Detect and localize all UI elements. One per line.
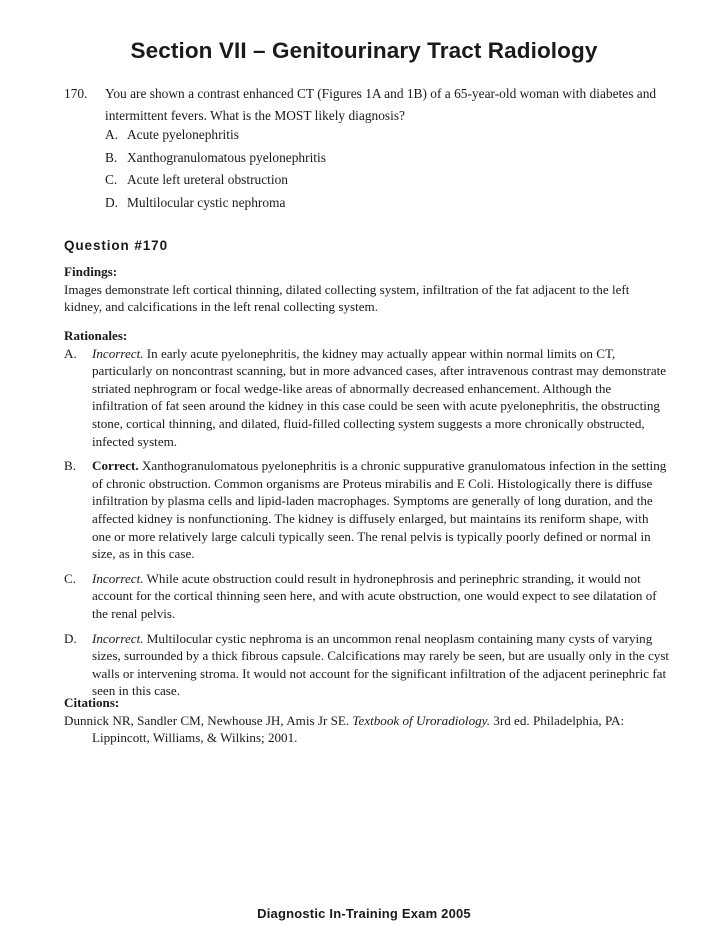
rationale-verdict: Incorrect.	[92, 630, 144, 646]
rationale-letter: B.	[64, 458, 77, 474]
choice-letter: B.	[105, 149, 118, 165]
choice-b	[105, 147, 326, 170]
findings-label: Findings:	[64, 264, 118, 279]
citation-authors: Dunnick NR, Sandler CM, Newhouse JH, Amis Jr SE.	[64, 712, 353, 728]
question-text: You are shown a contrast enhanced CT (Figures 1A and 1B) of a 65-year-old woman with diabetes and intermittent fevers. What is the MOST likely diagnosis?	[105, 86, 657, 123]
rationale-verdict: Correct.	[92, 458, 139, 474]
choice-text: Xanthogranulomatous pyelonephritis	[127, 149, 326, 165]
citations-label: Citations:	[64, 695, 120, 710]
choice-letter: C.	[105, 172, 118, 188]
rationale-b	[64, 457, 670, 563]
choice-a	[105, 124, 326, 147]
citations-section	[64, 694, 670, 747]
citation-publisher: 3rd ed. Philadelphia, PA: Lippincott, Williams, & Wilkins; 2001.	[92, 712, 625, 746]
choice-text: Multilocular cystic nephroma	[127, 195, 286, 211]
rationale-letter: D.	[64, 630, 77, 646]
rationale-letter: A.	[64, 345, 77, 361]
findings-text: Images demonstrate left cortical thinning, dilated collecting system, infiltration of the fat adjacent to the left kidney, and calcifications in the left renal collecting system.	[64, 281, 630, 315]
choice-d	[105, 192, 326, 215]
rationale-text: In early acute pyelonephritis, the kidney may actually appear within normal limits on CT, particularly on noncontrast scanning, but in more advanced cases, after intravenous contrast may demonstrate striated nephrogram or focal wedge-like areas of abnormally decreased enhancement. Although the infiltration of fat seen around the kidney in this case could be seen with acute pyelonephritis, the obstructing stone, cortical thinning, and dilated, fluid-filled collecting system suggests a more chronically obstructed, infected system.	[92, 345, 667, 449]
findings-section	[64, 263, 670, 316]
choice-letter: A.	[105, 127, 119, 142]
rationale-a	[64, 345, 670, 451]
rationales-label: Rationales:	[64, 328, 128, 343]
page-footer: Diagnostic In-Training Exam 2005	[257, 906, 471, 921]
choice-text: Acute pyelonephritis	[127, 127, 239, 142]
rationale-text: Xanthogranulomatous pyelonephritis is a chronic suppurative granulomatous infection in the setting of chronic obstruction. Common organisms are Proteus mirabilis and E Coli. Histologically there is diffuse infiltration by plasma cells and lipid-laden macrophages. Symptoms are generally of long duration, and the affected kidney is nonfunctioning. The kidney is diffusely enlarged, but maintains its reniform shape, with one or more relatively large calculi typically seen. The renal pelvis is typically poorly defined or normal in size, as in this case.	[92, 458, 667, 562]
choice-text: Acute left ureteral obstruction	[127, 172, 288, 188]
citation-title: Textbook of Uroradiology.	[352, 712, 491, 728]
rationale-c	[64, 570, 670, 623]
choice-c	[105, 169, 326, 192]
page-title: Section VII – Genitourinary Tract Radiology	[130, 38, 598, 63]
rationale-letter: C.	[64, 570, 77, 586]
rationale-verdict: Incorrect.	[92, 345, 144, 361]
question-number: 170.	[64, 86, 88, 101]
answer-heading: Question #170	[64, 238, 168, 253]
citation-entry	[64, 712, 670, 747]
rationale-text: While acute obstruction could result in hydronephrosis and perinephric stranding, it would not account for the cortical thinning seen here, and with acute obstruction, one would expect to see dilatation of the renal pelvis.	[92, 570, 657, 621]
rationales-section	[64, 327, 670, 700]
rationale-d	[64, 630, 670, 700]
choice-letter: D.	[105, 195, 119, 211]
rationale-verdict: Incorrect.	[92, 570, 144, 586]
answer-choices	[105, 124, 326, 215]
question-stem	[64, 83, 664, 127]
rationale-text: Multilocular cystic nephroma is an uncommon renal neoplasm containing many cysts of varying sizes, surrounded by a thick fibrous capsule. Calcifications may rarely be seen, but are usually only in the cyst walls or intervening stroma. It would not account for the significant infiltration of the adjacent perinephric fat seen in this case.	[92, 630, 670, 699]
